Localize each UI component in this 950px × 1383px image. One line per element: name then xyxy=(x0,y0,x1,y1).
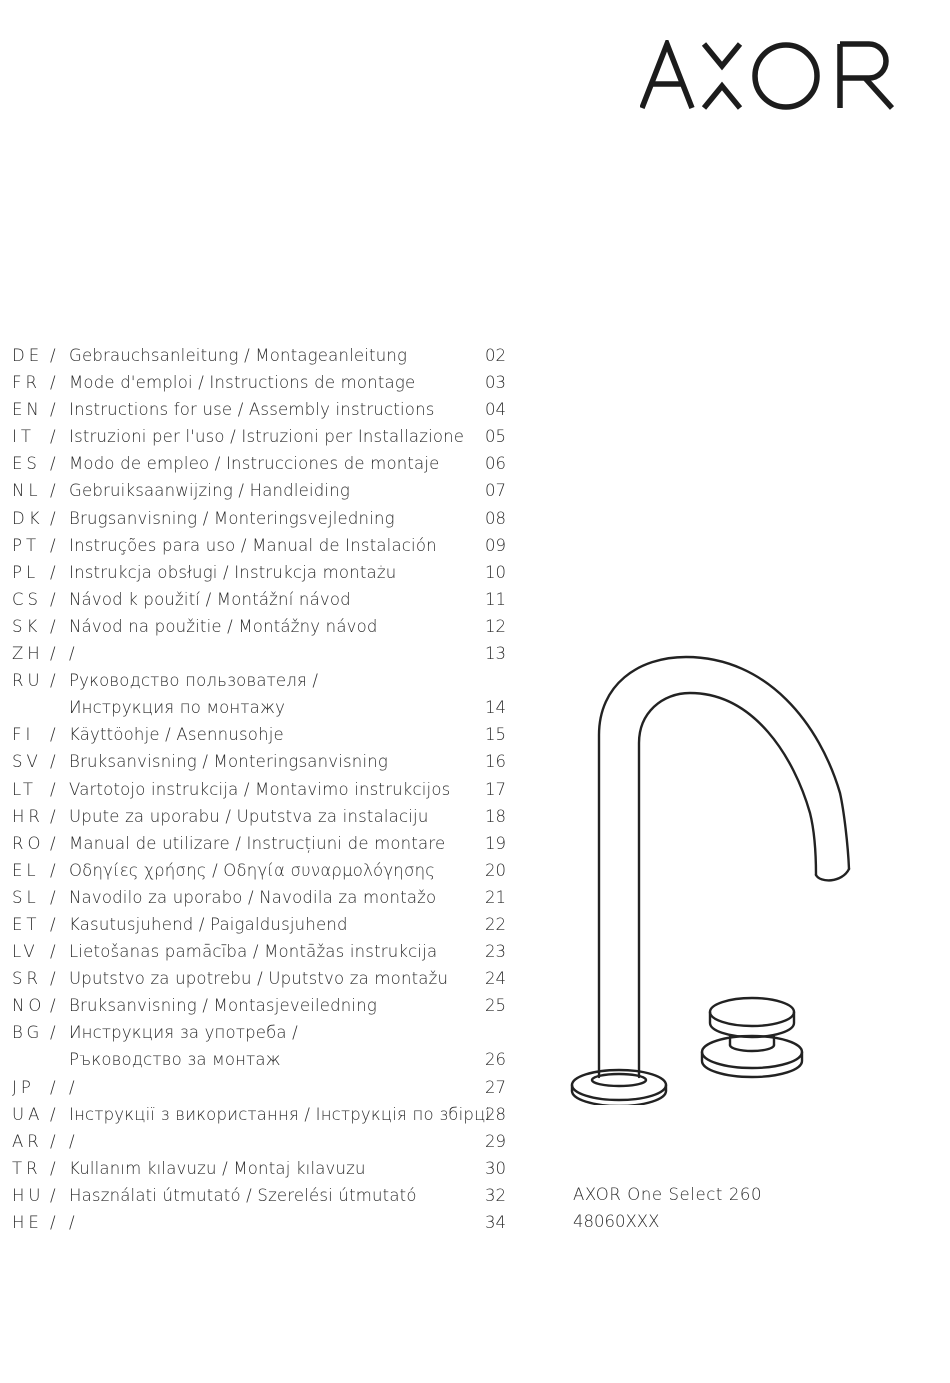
manual-title xyxy=(69,803,428,830)
separator: / xyxy=(50,887,56,907)
page-number: 16 xyxy=(485,752,506,772)
language-code: PT xyxy=(12,535,41,555)
separator: / xyxy=(50,833,56,853)
manual-title-line: / xyxy=(69,1131,75,1151)
language-code: UA xyxy=(12,1104,44,1124)
language-code: ZH xyxy=(12,644,44,664)
separator: / xyxy=(50,806,56,826)
manual-title xyxy=(69,640,75,667)
toc-entry xyxy=(12,911,512,938)
language-code: BG xyxy=(12,1023,44,1043)
toc-entry xyxy=(12,992,512,1019)
manual-title-line: / xyxy=(69,1077,75,1097)
manual-title xyxy=(69,667,318,721)
manual-title-line: Mode d'emploi / Instructions de montage xyxy=(69,373,416,393)
page-number: 28 xyxy=(485,1104,506,1124)
separator: / xyxy=(50,589,56,609)
manual-title-line: Upute za uporabu / Uputstva za instalaciju xyxy=(69,806,429,826)
toc-entry xyxy=(12,721,512,748)
manual-title-line: Brugsanvisning / Monteringsvejledning xyxy=(69,508,395,528)
toc-entry xyxy=(12,1074,512,1101)
manual-title xyxy=(69,911,348,938)
manual-title xyxy=(69,965,448,992)
manual-title-line: Lietošanas pamācība / Montāžas instrukcija xyxy=(69,942,438,962)
manual-title xyxy=(69,1101,490,1128)
separator: / xyxy=(50,1104,56,1124)
language-code: DK xyxy=(12,508,44,528)
manual-title xyxy=(69,1128,75,1155)
language-code: EN xyxy=(12,400,43,420)
separator: / xyxy=(50,562,56,582)
manual-title-line: Gebruiksaanwijzing / Handleiding xyxy=(69,481,350,501)
manual-title-line: Руководство пользователя / xyxy=(69,671,319,691)
page-number: 13 xyxy=(485,644,506,664)
separator: / xyxy=(50,914,56,934)
manual-title xyxy=(69,559,396,586)
product-caption xyxy=(573,1181,762,1235)
page-number: 25 xyxy=(485,996,506,1016)
page-number: 08 xyxy=(485,508,506,528)
language-code: FI xyxy=(12,725,35,745)
toc-entry xyxy=(12,748,512,775)
separator: / xyxy=(50,400,56,420)
language-code: TR xyxy=(12,1158,42,1178)
manual-title-line: Instrukcja obsługi / Instrukcja montażu xyxy=(69,562,397,582)
language-code: CS xyxy=(12,589,42,609)
separator: / xyxy=(50,1213,56,1232)
page-number: 29 xyxy=(485,1131,506,1151)
manual-title-line: Modo de empleo / Instrucciones de montaje xyxy=(69,454,440,474)
separator: / xyxy=(50,969,56,989)
language-code: ES xyxy=(12,454,41,474)
toc-entry xyxy=(12,640,512,667)
page-number: 05 xyxy=(485,427,506,447)
toc-entry xyxy=(12,1019,512,1073)
page-number: 22 xyxy=(485,914,506,934)
manual-title-line: Kullanım kılavuzu / Montaj kılavuzu xyxy=(69,1158,366,1178)
toc-entry xyxy=(12,1128,512,1155)
manual-title-line: Οδηγίες χρήσης / Οδηγία συναρμολόγησης xyxy=(69,860,436,880)
toc-entry xyxy=(12,1182,512,1209)
manual-title-line: Instructions for use / Assembly instructions xyxy=(69,400,435,420)
manual-title-line: Bruksanvisning / Monteringsanvisning xyxy=(69,752,389,772)
manual-title xyxy=(69,505,395,532)
page-number: 07 xyxy=(485,481,506,501)
manual-title-line: Návod na použitie / Montážny návod xyxy=(69,616,378,636)
separator: / xyxy=(50,996,56,1016)
manual-title-line: Návod k použití / Montážní návod xyxy=(69,589,351,609)
manual-title xyxy=(69,992,377,1019)
separator: / xyxy=(50,644,56,664)
separator: / xyxy=(50,1185,56,1205)
page-number: 04 xyxy=(485,400,506,420)
manual-title xyxy=(69,450,440,477)
toc-entry xyxy=(12,477,512,504)
toc-entry xyxy=(12,1155,512,1182)
manual-title xyxy=(69,396,435,423)
toc-entry xyxy=(12,505,512,532)
toc-entry xyxy=(12,423,512,450)
language-index xyxy=(12,342,512,1236)
language-code: SK xyxy=(12,616,42,636)
manual-title-line: Vartotojo instrukcija / Montavimo instrukcijos xyxy=(69,779,451,799)
page-number: 19 xyxy=(485,833,506,853)
page-number: 27 xyxy=(485,1077,506,1097)
toc-entry xyxy=(12,803,512,830)
language-code: AR xyxy=(12,1131,43,1151)
manual-title xyxy=(69,477,350,504)
language-code: HE xyxy=(12,1213,43,1232)
toc-entry xyxy=(12,613,512,640)
manual-title xyxy=(69,884,436,911)
toc-entry xyxy=(12,667,512,721)
manual-title xyxy=(69,938,437,965)
manual-title-line: Istruzioni per l'uso / Istruzioni per Installazione xyxy=(69,427,465,447)
language-code: PL xyxy=(12,562,40,582)
manual-title-line: Manual de utilizare / Instrucțiuni de montare xyxy=(69,833,446,853)
page-number: 11 xyxy=(485,589,506,609)
separator: / xyxy=(50,535,56,555)
toc-entry xyxy=(12,1101,512,1128)
manual-title-line: Bruksanvisning / Montasjeveiledning xyxy=(69,996,377,1016)
toc-entry xyxy=(12,559,512,586)
manual-title xyxy=(69,1074,75,1101)
page-number: 21 xyxy=(485,887,506,907)
page-number: 06 xyxy=(485,454,506,474)
language-code: LV xyxy=(12,942,39,962)
separator: / xyxy=(50,671,56,691)
separator: / xyxy=(50,942,56,962)
page-number: 17 xyxy=(485,779,506,799)
toc-entry xyxy=(12,342,512,369)
language-code: HR xyxy=(12,806,44,826)
toc-entry xyxy=(12,884,512,911)
separator: / xyxy=(50,1131,56,1151)
language-code: NL xyxy=(12,481,42,501)
separator: / xyxy=(50,346,56,365)
manual-title-line: Instruções para uso / Manual de Instalación xyxy=(69,535,437,555)
language-code: HU xyxy=(12,1185,45,1205)
toc-entry xyxy=(12,450,512,477)
page-number: 10 xyxy=(485,562,506,582)
toc-entry xyxy=(12,830,512,857)
language-code: IT xyxy=(12,427,35,447)
separator: / xyxy=(50,1158,56,1178)
separator: / xyxy=(50,1023,56,1043)
page-number: 15 xyxy=(485,725,506,745)
manual-title xyxy=(69,857,435,884)
toc-entry xyxy=(12,586,512,613)
manual-title-line: Инструкция по монтажу xyxy=(69,698,286,718)
page-number: 23 xyxy=(485,942,506,962)
toc-entry xyxy=(12,776,512,803)
separator: / xyxy=(50,752,56,772)
axor-logo xyxy=(640,40,906,112)
language-code: LT xyxy=(12,779,37,799)
manual-title-line: Käyttöohje / Asennusohje xyxy=(69,725,284,745)
manual-title xyxy=(69,1182,417,1209)
page-number: 14 xyxy=(485,698,506,718)
page-number: 09 xyxy=(485,535,506,555)
manual-title-line: Gebrauchsanleitung / Montageanleitung xyxy=(69,346,408,365)
manual-title xyxy=(69,369,415,396)
manual-title xyxy=(69,748,388,775)
page-number: 34 xyxy=(485,1213,506,1232)
manual-title xyxy=(69,830,445,857)
manual-title-line: Інструкції з використання / Інструкція по збірці xyxy=(69,1104,491,1124)
language-code: SR xyxy=(12,969,42,989)
manual-title-line: Navodilo za uporabo / Navodila za montažo xyxy=(69,887,437,907)
page-number: 12 xyxy=(485,616,506,636)
separator: / xyxy=(50,373,56,393)
separator: / xyxy=(50,508,56,528)
manual-title xyxy=(69,423,464,450)
language-code: SL xyxy=(12,887,40,907)
manual-title-line: Инструкция за употреба / xyxy=(69,1023,298,1043)
toc-entry xyxy=(12,396,512,423)
separator: / xyxy=(50,725,56,745)
manual-title xyxy=(69,1155,366,1182)
separator: / xyxy=(50,1077,56,1097)
separator: / xyxy=(50,481,56,501)
toc-entry xyxy=(12,532,512,559)
language-code: SV xyxy=(12,752,42,772)
page-number: 03 xyxy=(485,373,506,393)
manual-title xyxy=(69,342,407,369)
language-code: ET xyxy=(12,914,41,934)
separator: / xyxy=(50,454,56,474)
manual-title-line: / xyxy=(69,644,75,664)
manual-title-line: Használati útmutató / Szerelési útmutató xyxy=(69,1185,417,1205)
language-code: NO xyxy=(12,996,46,1016)
page-number: 24 xyxy=(485,969,506,989)
page-number: 02 xyxy=(485,346,506,365)
language-code: RO xyxy=(12,833,45,853)
manual-title xyxy=(69,613,378,640)
page-number: 18 xyxy=(485,806,506,826)
language-code: RU xyxy=(12,671,44,691)
faucet-illustration xyxy=(558,645,858,1105)
manual-title-line: / xyxy=(69,1213,75,1232)
separator: / xyxy=(50,427,56,447)
toc-entry xyxy=(12,938,512,965)
toc-entry xyxy=(12,1209,512,1236)
manual-title-line: Uputstvo za upotrebu / Uputstvo za montažu xyxy=(69,969,449,989)
manual-title xyxy=(69,1019,298,1073)
language-code: EL xyxy=(12,860,40,880)
manual-title xyxy=(69,532,437,559)
product-name: AXOR One Select 260 xyxy=(573,1185,763,1204)
separator: / xyxy=(50,616,56,636)
manual-title-line: Kasutusjuhend / Paigaldusjuhend xyxy=(69,914,348,934)
manual-title xyxy=(69,1209,75,1236)
toc-entry xyxy=(12,369,512,396)
language-code: FR xyxy=(12,373,41,393)
page-number: 20 xyxy=(485,860,506,880)
separator: / xyxy=(50,860,56,880)
article-number: 48060XXX xyxy=(573,1212,660,1231)
manual-title xyxy=(69,586,351,613)
separator: / xyxy=(50,779,56,799)
manual-title xyxy=(69,721,284,748)
page-number: 32 xyxy=(485,1185,506,1205)
toc-entry xyxy=(12,857,512,884)
manual-title xyxy=(69,776,450,803)
toc-entry xyxy=(12,965,512,992)
page-number: 30 xyxy=(485,1158,506,1178)
page-number: 26 xyxy=(485,1050,506,1070)
language-code: JP xyxy=(12,1077,35,1097)
language-code: DE xyxy=(12,346,44,365)
manual-title-line: Ръководство за монтаж xyxy=(69,1050,281,1070)
